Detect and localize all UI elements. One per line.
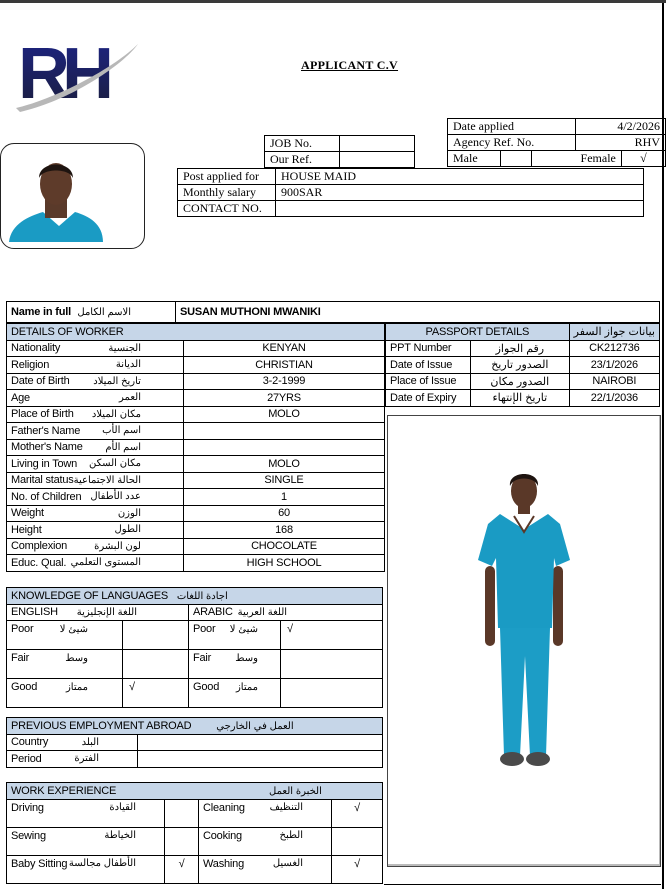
applicant-photo-small (0, 143, 145, 249)
skill-label: Sewing (11, 829, 46, 842)
level-label-ar: شيئ لا (59, 623, 88, 635)
passport-value[interactable]: NAIROBI (569, 373, 659, 390)
worker-row (7, 357, 385, 374)
skill-label-ar: الأطفال مجالسة (68, 858, 136, 869)
field-label: Complexion (11, 540, 68, 553)
passport-label: Place of Issue (386, 373, 471, 390)
worker-row (7, 522, 385, 539)
field-label: Weight (11, 507, 44, 520)
passport-row (386, 373, 660, 390)
worker-row (7, 456, 385, 473)
previous-row (7, 734, 383, 751)
experience-header-ar: الخبرة العمل (269, 785, 322, 797)
post-table (177, 168, 644, 217)
languages-header-ar: اجادة اللغات (176, 590, 228, 602)
arabic-label-ar: اللغة العربية (237, 607, 288, 619)
worker-header: DETAILS OF WORKER (7, 324, 385, 341)
field-label-ar: تاريخ الميلاد (93, 375, 141, 387)
name-value[interactable]: SUSAN MUTHONI MWANIKI (180, 306, 321, 318)
field-label: Marital status (11, 474, 74, 487)
worker-row (7, 390, 385, 407)
worker-row (7, 538, 385, 555)
skill-check[interactable]: √ (332, 799, 383, 827)
field-label-ar: الوزن (117, 507, 141, 519)
experience-header-en: WORK EXPERIENCE (11, 784, 117, 797)
passport-row (386, 390, 660, 407)
company-logo (12, 30, 142, 116)
field-label-ar: المستوى التعلمي (70, 557, 141, 569)
level-label-ar: وسط (65, 652, 88, 664)
contact-value[interactable] (276, 201, 644, 217)
field-value[interactable]: 168 (183, 522, 384, 539)
work-experience-table (6, 782, 383, 884)
contact-label: CONTACT NO. (178, 201, 276, 217)
female-label: Female (576, 151, 622, 167)
field-label: Mother's Name (11, 441, 83, 454)
previous-label: Period (11, 752, 42, 765)
previous-value[interactable] (138, 734, 383, 751)
salary-label: Monthly salary (178, 185, 276, 201)
worker-row (7, 340, 385, 357)
job-no-label: JOB No. (265, 136, 340, 152)
passport-header-en: PASSPORT DETAILS (386, 324, 570, 341)
field-value[interactable]: KENYAN (183, 340, 384, 357)
field-value[interactable]: 3-2-1999 (183, 373, 384, 390)
arabic-label: ARABIC (193, 606, 233, 619)
level-label-ar: ممتاز (235, 681, 258, 693)
passport-value[interactable]: 22/1/2036 (569, 390, 659, 407)
field-value[interactable]: CHRISTIAN (183, 357, 384, 374)
skill-label: Cleaning (203, 801, 245, 814)
previous-label-ar: الفترة (74, 753, 99, 765)
field-label: Educ. Qual. (11, 556, 67, 569)
field-value[interactable]: CHOCOLATE (183, 538, 384, 555)
english-label-ar: اللغة الإنجليزية (76, 607, 137, 619)
skill-label-ar: الغسيل (272, 858, 303, 869)
post-value[interactable]: HOUSE MAID (276, 169, 644, 185)
field-value[interactable]: HIGH SCHOOL (183, 555, 384, 572)
skill-label-ar: الطبخ (279, 830, 303, 841)
previous-label: Country (11, 736, 49, 749)
passport-table (385, 323, 660, 407)
svg-text:RH: RH (18, 34, 106, 114)
field-label-ar: مكان السكن (89, 458, 141, 470)
field-label-ar: لون البشرة (94, 540, 141, 552)
salary-value[interactable]: 900SAR (276, 185, 644, 201)
agency-ref-label: Agency Ref. No. (448, 135, 576, 151)
divider (384, 884, 661, 885)
skill-label: Cooking (203, 829, 242, 842)
passport-value[interactable]: CK212736 (569, 340, 659, 357)
passport-row (386, 357, 660, 374)
worker-row (7, 505, 385, 522)
previous-row (7, 751, 383, 768)
field-label: Height (11, 523, 42, 536)
job-no-value[interactable] (340, 136, 415, 152)
experience-row (7, 799, 383, 827)
passport-value[interactable]: 23/1/2026 (569, 357, 659, 374)
name-label-en: Name in full (11, 306, 71, 318)
skill-label: Baby Sitting (11, 857, 68, 870)
previous-header-en: PREVIOUS EMPLOYMENT ABROAD (11, 719, 192, 732)
top-border (0, 0, 666, 3)
agency-table (447, 118, 666, 167)
passport-label: Date of Expiry (386, 390, 471, 407)
field-value[interactable]: MOLO (183, 406, 384, 423)
passport-label-ar: تاريخ الإنتهاء (471, 390, 570, 407)
level-label: Good (193, 681, 220, 693)
field-label-ar: العمر (119, 392, 141, 404)
date-applied-label: Date applied (448, 119, 576, 135)
language-level-row (7, 621, 383, 650)
skill-check[interactable] (332, 827, 383, 855)
language-level-row (7, 679, 383, 708)
field-label-ar: الطول (114, 524, 141, 536)
field-label-ar: اسم الأم (105, 441, 141, 453)
passport-label-ar: الصدور مكان (471, 373, 570, 390)
skill-label: Driving (11, 801, 44, 814)
skill-check[interactable] (165, 827, 199, 855)
passport-header-ar: بيانات جواز السفر (569, 324, 659, 341)
field-label-ar: مكان الميلاد (91, 408, 141, 420)
level-label: Poor (193, 623, 216, 635)
field-label: Father's Name (11, 424, 81, 437)
skill-check[interactable]: √ (332, 855, 383, 883)
field-label: Nationality (11, 342, 61, 355)
female-value[interactable]: √ (621, 151, 665, 167)
previous-label-ar: البلد (81, 736, 99, 748)
field-label: No. of Children (11, 490, 82, 503)
level-label: Poor (11, 623, 34, 635)
english-level-check[interactable] (123, 650, 189, 679)
field-value[interactable]: 27YRS (183, 390, 384, 407)
languages-header-en: KNOWLEDGE OF LANGUAGES (11, 589, 168, 602)
level-label-ar: وسط (235, 652, 258, 664)
worker-row (7, 423, 385, 440)
male-value[interactable] (501, 151, 532, 167)
level-label: Fair (11, 652, 30, 664)
passport-label: Date of Issue (386, 357, 471, 374)
language-level-row (7, 650, 383, 679)
previous-employment-table (6, 717, 383, 768)
worker-row (7, 489, 385, 506)
level-label: Fair (193, 652, 212, 664)
level-label-ar: ممتاز (65, 681, 88, 693)
arabic-level-check[interactable] (281, 650, 383, 679)
our-ref-label: Our Ref. (265, 152, 340, 168)
field-value[interactable] (183, 439, 384, 456)
worker-row (7, 373, 385, 390)
english-level-check[interactable] (123, 621, 189, 650)
arabic-level-check[interactable]: √ (281, 621, 383, 650)
agency-ref-value[interactable]: RHV (576, 135, 666, 151)
field-label-ar: الحالة الاجتماعية (73, 474, 141, 486)
skill-label-ar: الخياطة (104, 830, 136, 841)
arabic-level-check[interactable] (281, 679, 383, 708)
experience-row (7, 827, 383, 855)
field-label-ar: اسم الأب (102, 425, 141, 437)
passport-label-ar: الصدور تاريخ (471, 357, 570, 374)
field-label-ar: الديانة (115, 359, 141, 371)
level-label-ar: شيئ لا (229, 623, 258, 635)
worker-row (7, 406, 385, 423)
english-level-check[interactable]: √ (123, 679, 189, 708)
worker-details-table (6, 323, 385, 572)
skill-check[interactable] (165, 799, 199, 827)
previous-header-ar: العمل في الخارجي (216, 720, 294, 732)
field-value[interactable] (183, 423, 384, 440)
languages-table (6, 587, 383, 708)
field-value[interactable]: 1 (183, 489, 384, 506)
job-table (264, 135, 415, 168)
our-ref-value[interactable] (340, 152, 415, 168)
post-label: Post applied for (178, 169, 276, 185)
passport-label: PPT Number (386, 340, 471, 357)
skill-check[interactable]: √ (165, 855, 199, 883)
previous-value[interactable] (138, 751, 383, 768)
passport-label-ar: رقم الجواز (471, 340, 570, 357)
male-label: Male (448, 151, 501, 167)
document-title: APPLICANT C.V (301, 58, 399, 72)
skill-label-ar: القيادة (109, 802, 136, 813)
name-table (6, 301, 660, 323)
applicant-photo-full (387, 415, 661, 867)
field-value[interactable]: MOLO (183, 456, 384, 473)
level-label: Good (11, 681, 38, 693)
name-label-ar: الاسم الكامل (77, 306, 131, 318)
english-label: ENGLISH (11, 606, 58, 619)
field-label: Living in Town (11, 457, 78, 470)
field-label-ar: عدد الأطفال (90, 491, 141, 503)
field-label: Religion (11, 358, 50, 371)
worker-row (7, 555, 385, 572)
date-applied-value[interactable]: 4/2/2026 (576, 119, 666, 135)
field-label: Age (11, 391, 30, 404)
experience-row (7, 855, 383, 883)
passport-row (386, 340, 660, 357)
skill-label: Washing (203, 857, 244, 870)
worker-row (7, 472, 385, 489)
field-label: Date of Birth (11, 375, 70, 388)
field-value[interactable]: SINGLE (183, 472, 384, 489)
field-label-ar: الجنسية (108, 342, 141, 354)
field-label: Place of Birth (11, 408, 74, 421)
skill-label-ar: التنظيف (269, 802, 303, 813)
field-value[interactable]: 60 (183, 505, 384, 522)
worker-row (7, 439, 385, 456)
